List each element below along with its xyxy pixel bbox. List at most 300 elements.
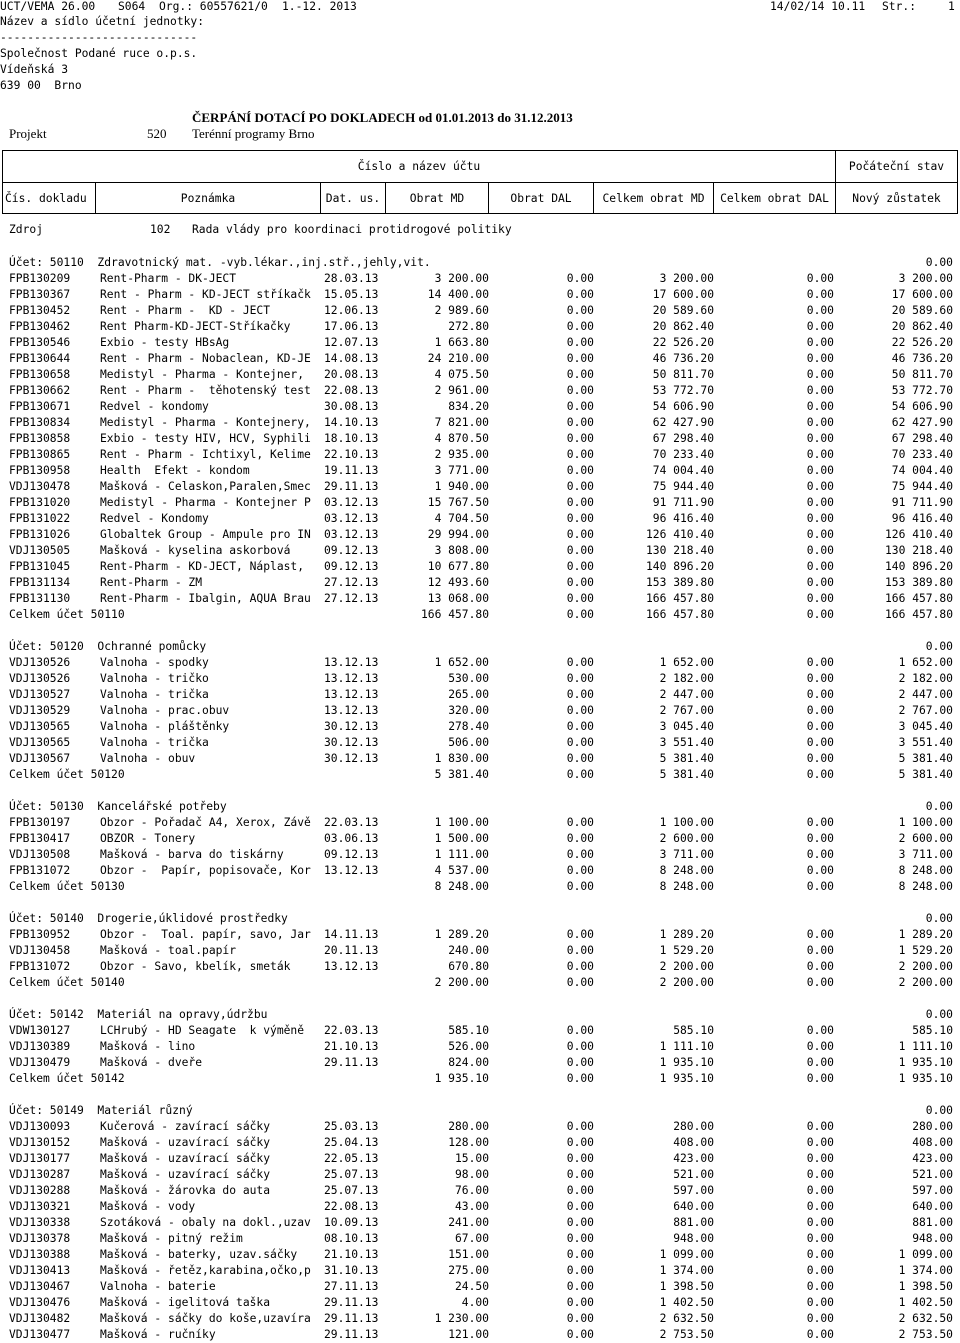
total-total-md: 166 457.80 [645,608,714,621]
total-dal: 0.00 [806,1328,834,1341]
turnover-dal: 0.00 [566,1056,594,1069]
start-balance: 0.00 [925,800,953,813]
total-md: 91 711.90 [652,496,714,509]
total-md: 408.00 [673,1136,714,1149]
note: Valnoha - trička [100,736,209,749]
new-balance: 91 711.90 [891,496,953,509]
turnover-dal: 0.00 [566,864,594,877]
turnover-md: 506.00 [448,736,489,749]
doc-number: FPB130197 [9,816,71,829]
doc-number: FPB130834 [9,416,71,429]
account-title: Účet: 50130 Kancelářské potřeby [9,800,227,813]
col-total-dal: Celkem obrat DAL [713,182,836,214]
table-row [0,719,960,734]
table-row [0,431,960,446]
turnover-md: 530.00 [448,672,489,685]
note: Exbio - testy HIV, HCV, Syphili [100,432,311,445]
turnover-dal: 0.00 [566,816,594,829]
table-row [0,671,960,686]
new-balance: 62 427.90 [891,416,953,429]
account-title: Účet: 50140 Drogerie,úklidové prostředky [9,912,288,925]
total-md: 2 447.00 [659,688,714,701]
turnover-md: 43.00 [454,1200,489,1213]
turnover-dal: 0.00 [566,432,594,445]
start-balance: 0.00 [925,912,953,925]
total-md: 20 589.60 [652,304,714,317]
doc-number: FPB130367 [9,288,71,301]
new-balance: 2 767.00 [898,704,953,717]
new-balance: 140 896.20 [884,560,953,573]
total-turnover-md: 1 935.10 [434,1072,489,1085]
note: Szotáková - obaly na dokl.,uzav [100,1216,311,1229]
turnover-dal: 0.00 [566,928,594,941]
total-dal: 0.00 [806,832,834,845]
table-row [0,1215,960,1230]
total-md: 3 200.00 [659,272,714,285]
new-balance: 22 526.20 [891,336,953,349]
total-md: 140 896.20 [645,560,714,573]
new-balance: 75 944.40 [891,480,953,493]
doc-number: FPB131130 [9,592,71,605]
total-md: 597.00 [673,1184,714,1197]
note: Mašková - baterky, uzav.sáčky [100,1248,298,1261]
turnover-dal: 0.00 [566,672,594,685]
total-dal: 0.00 [806,512,834,525]
note: LCHrubý - HD Seagate k výměně [100,1024,305,1037]
total-md: 1 652.00 [659,656,714,669]
company-street: Vídeňská 3 [0,63,69,76]
total-dal: 0.00 [806,384,834,397]
note: Valnoha - prac.obuv [100,704,230,717]
turnover-md: 14 400.00 [427,288,489,301]
turnover-dal: 0.00 [566,1136,594,1149]
turnover-dal: 0.00 [566,1024,594,1037]
turnover-dal: 0.00 [566,352,594,365]
posting-date: 22.08.13 [324,384,379,397]
note: Valnoha - tričko [100,672,209,685]
posting-date: 13.12.13 [324,656,379,669]
source-label: Zdroj [9,223,44,236]
table-row [0,271,960,286]
total-dal: 0.00 [806,1024,834,1037]
turnover-dal: 0.00 [566,848,594,861]
company-city: 639 00 Brno [0,79,82,92]
total-turnover-md: 8 248.00 [434,880,489,893]
total-dal: 0.00 [806,480,834,493]
turnover-dal: 0.00 [566,304,594,317]
account-title: Účet: 50142 Materiál na opravy,údržbu [9,1008,268,1021]
total-total-dal: 0.00 [806,768,834,781]
table-row [0,351,960,366]
turnover-dal: 0.00 [566,704,594,717]
total-dal: 0.00 [806,288,834,301]
new-balance: 70 233.40 [891,448,953,461]
total-dal: 0.00 [806,736,834,749]
table-row [0,1151,960,1166]
total-dal: 0.00 [806,672,834,685]
posting-date: 30.12.13 [324,752,379,765]
account-heading [0,911,960,926]
posting-date: 13.12.13 [324,864,379,877]
total-total-md: 1 935.10 [659,1072,714,1085]
doc-number: VDJ130565 [9,736,71,749]
note: Mašková - uzavírací sáčky [100,1152,271,1165]
doc-number: VDJ130413 [9,1264,71,1277]
turnover-dal: 0.00 [566,1312,594,1325]
turnover-dal: 0.00 [566,528,594,541]
note: Valnoha - pláštěnky [100,720,230,733]
posting-date: 25.03.13 [324,1120,379,1133]
note: Rent-Pharm - DK-JECT [100,272,237,285]
table-row [0,847,960,862]
doc-number: VDJ130476 [9,1296,71,1309]
new-balance: 3 711.00 [898,848,953,861]
posting-date: 15.05.13 [324,288,379,301]
total-dal: 0.00 [806,576,834,589]
total-turnover-md: 2 200.00 [434,976,489,989]
posting-date: 22.10.13 [324,448,379,461]
posting-date: 30.12.13 [324,736,379,749]
note: Rent Pharm-KD-JECT-Stříkačky [100,320,291,333]
table-row [0,1119,960,1134]
turnover-dal: 0.00 [566,448,594,461]
posting-date: 09.12.13 [324,544,379,557]
turnover-dal: 0.00 [566,320,594,333]
turnover-md: 275.00 [448,1264,489,1277]
note: Mašková - ručníky [100,1328,216,1341]
total-total-md: 8 248.00 [659,880,714,893]
posting-date: 03.12.13 [324,528,379,541]
turnover-md: 1 111.00 [434,848,489,861]
total-md: 67 298.40 [652,432,714,445]
account-heading [0,799,960,814]
turnover-md: 278.40 [448,720,489,733]
new-balance: 96 416.40 [891,512,953,525]
table-row [0,1231,960,1246]
doc-number: VDJ130478 [9,480,71,493]
doc-number: VDJ130565 [9,720,71,733]
posting-date: 14.10.13 [324,416,379,429]
table-row [0,1199,960,1214]
turnover-md: 1 100.00 [434,816,489,829]
table-row [0,655,960,670]
doc-number: FPB131020 [9,496,71,509]
turnover-dal: 0.00 [566,592,594,605]
total-dal: 0.00 [806,816,834,829]
col-date: Dat. us. [320,182,386,214]
turnover-md: 12 493.60 [427,576,489,589]
total-md: 20 862.40 [652,320,714,333]
turnover-dal: 0.00 [566,944,594,957]
posting-date: 29.11.13 [324,1296,379,1309]
total-dal: 0.00 [806,704,834,717]
turnover-md: 3 808.00 [434,544,489,557]
total-dal: 0.00 [806,368,834,381]
total-dal: 0.00 [806,1184,834,1197]
col-new-balance: Nový zůstatek [835,182,958,214]
turnover-md: 10 677.80 [427,560,489,573]
posting-date: 12.06.13 [324,304,379,317]
table-row [0,319,960,334]
col-turnover-md: Obrat MD [385,182,489,214]
total-md: 948.00 [673,1232,714,1245]
turnover-dal: 0.00 [566,1328,594,1341]
new-balance: 1 111.10 [898,1040,953,1053]
total-dal: 0.00 [806,944,834,957]
total-dal: 0.00 [806,688,834,701]
new-balance: 74 004.40 [891,464,953,477]
table-row [0,527,960,542]
start-balance: 0.00 [925,256,953,269]
total-md: 1 100.00 [659,816,714,829]
total-dal: 0.00 [806,272,834,285]
project-name: Terénní programy Brno [192,126,315,141]
total-dal: 0.00 [806,752,834,765]
doc-number: VDJ130389 [9,1040,71,1053]
total-dal: 0.00 [806,528,834,541]
new-balance: 948.00 [912,1232,953,1245]
table-row [0,1295,960,1310]
turnover-md: 24 210.00 [427,352,489,365]
col-turnover-dal: Obrat DAL [488,182,594,214]
total-turnover-dal: 0.00 [566,976,594,989]
doc-number: VDJ130567 [9,752,71,765]
posting-date: 29.11.13 [324,1328,379,1341]
account-title: Účet: 50149 Materiál různý [9,1104,193,1117]
total-dal: 0.00 [806,1200,834,1213]
note: Rent - Pharm - Nobaclean, KD-JE [100,352,311,365]
total-md: 2 200.00 [659,960,714,973]
note: Rent-Pharm - KD-JECT, Náplast, [100,560,305,573]
total-dal: 0.00 [806,1264,834,1277]
table-row [0,399,960,414]
note: Kučerová - zavírací sáčky [100,1120,271,1133]
table-row [0,927,960,942]
new-balance: 1 100.00 [898,816,953,829]
total-md: 46 736.20 [652,352,714,365]
table-row [0,575,960,590]
turnover-dal: 0.00 [566,560,594,573]
total-md: 74 004.40 [652,464,714,477]
total-md: 2 600.00 [659,832,714,845]
total-md: 130 218.40 [645,544,714,557]
start-balance: 0.00 [925,1008,953,1021]
turnover-md: 121.00 [448,1328,489,1341]
new-balance: 3 551.40 [898,736,953,749]
total-total-dal: 0.00 [806,1072,834,1085]
total-dal: 0.00 [806,720,834,733]
total-md: 70 233.40 [652,448,714,461]
total-md: 2 632.50 [659,1312,714,1325]
total-md: 54 606.90 [652,400,714,413]
turnover-dal: 0.00 [566,384,594,397]
turnover-dal: 0.00 [566,576,594,589]
project-label: Projekt [9,126,47,141]
source-code: 102 [150,223,171,236]
doc-number: VDJ130527 [9,688,71,701]
turnover-dal: 0.00 [566,656,594,669]
doc-number: VDJ130177 [9,1152,71,1165]
total-md: 3 045.40 [659,720,714,733]
table-row [0,1167,960,1182]
table-row [0,1263,960,1278]
account-heading [0,1007,960,1022]
note: Mašková - uzavírací sáčky [100,1136,271,1149]
turnover-md: 1 652.00 [434,656,489,669]
doc-number: FPB131045 [9,560,71,573]
account-title: Účet: 50110 Zdravotnický mat. -vyb.lékar.,inj.stř.,jehly,vit. [9,256,431,269]
table-row [0,415,960,430]
total-label: Celkem účet 50110 [9,608,125,621]
new-balance: 1 289.20 [898,928,953,941]
new-balance: 640.00 [912,1200,953,1213]
turnover-dal: 0.00 [566,272,594,285]
total-total-dal: 0.00 [806,880,834,893]
new-balance: 521.00 [912,1168,953,1181]
new-balance: 166 457.80 [884,592,953,605]
posting-date: 19.11.13 [324,464,379,477]
table-row [0,751,960,766]
posting-date: 22.08.13 [324,1200,379,1213]
table-row [0,1311,960,1326]
turnover-dal: 0.00 [566,752,594,765]
doc-number: VDW130127 [9,1024,71,1037]
turnover-md: 1 940.00 [434,480,489,493]
total-dal: 0.00 [806,336,834,349]
turnover-md: 4 704.50 [434,512,489,525]
total-turnover-dal: 0.00 [566,768,594,781]
new-balance: 67 298.40 [891,432,953,445]
turnover-dal: 0.00 [566,1248,594,1261]
note: Medistyl - Pharma - Kontejner, [100,368,305,381]
table-row [0,495,960,510]
total-dal: 0.00 [806,1152,834,1165]
table-row [0,1279,960,1294]
table-row [0,463,960,478]
turnover-md: 2 935.00 [434,448,489,461]
table-row [0,863,960,878]
report-title: ČERPÁNÍ DOTACÍ PO DOKLADECH od 01.01.2013 do 31.12.2013 [192,110,573,125]
note: Mašková - lino [100,1040,196,1053]
total-total-md: 5 381.40 [659,768,714,781]
turnover-dal: 0.00 [566,1184,594,1197]
total-dal: 0.00 [806,960,834,973]
turnover-md: 29 994.00 [427,528,489,541]
turnover-md: 76.00 [454,1184,489,1197]
posting-date: 20.11.13 [324,944,379,957]
doc-number: FPB130858 [9,432,71,445]
table-row [0,1039,960,1054]
posting-date: 25.07.13 [324,1184,379,1197]
posting-date: 10.09.13 [324,1216,379,1229]
posting-date: 18.10.13 [324,432,379,445]
posting-date: 17.06.13 [324,320,379,333]
start-state-header: Počáteční stav [835,150,958,183]
doc-number: VDJ130477 [9,1328,71,1341]
note: Mašková - toal.papír [100,944,237,957]
col-note: Poznámka [95,182,321,214]
system-name: UCT/VEMA 26.00 [0,0,96,13]
turnover-dal: 0.00 [566,400,594,413]
doc-number: FPB131072 [9,960,71,973]
new-balance: 3 200.00 [898,272,953,285]
new-balance: 597.00 [912,1184,953,1197]
note: Obzor - Papír, popisovače, Kor [100,864,311,877]
table-row [0,831,960,846]
new-balance: 1 099.00 [898,1248,953,1261]
doc-number: VDJ130321 [9,1200,71,1213]
total-dal: 0.00 [806,1280,834,1293]
turnover-md: 7 821.00 [434,416,489,429]
turnover-md: 15 767.50 [427,496,489,509]
note: Exbio - testy HBsAg [100,336,230,349]
total-md: 2 753.50 [659,1328,714,1341]
col-total-md: Celkem obrat MD [593,182,714,214]
turnover-md: 526.00 [448,1040,489,1053]
total-new-balance: 5 381.40 [898,768,953,781]
doc-number: FPB131072 [9,864,71,877]
s-code: S064 [118,0,146,13]
table-row [0,383,960,398]
turnover-md: 24.50 [454,1280,489,1293]
turnover-dal: 0.00 [566,960,594,973]
total-dal: 0.00 [806,656,834,669]
total-dal: 0.00 [806,864,834,877]
note: Mašková - dveře [100,1056,203,1069]
turnover-dal: 0.00 [566,288,594,301]
doc-number: FPB130452 [9,304,71,317]
posting-date: 09.12.13 [324,848,379,861]
posting-date: 13.12.13 [324,688,379,701]
total-dal: 0.00 [806,1120,834,1133]
account-title: Účet: 50120 Ochranné pomůcky [9,640,207,653]
new-balance: 2 447.00 [898,688,953,701]
doc-number: FPB130658 [9,368,71,381]
table-row [0,943,960,958]
total-turnover-md: 166 457.80 [420,608,489,621]
table-row [0,479,960,494]
account-total-row [0,975,960,990]
new-balance: 1 652.00 [898,656,953,669]
new-balance: 408.00 [912,1136,953,1149]
doc-number: FPB130462 [9,320,71,333]
doc-number: VDJ130479 [9,1056,71,1069]
turnover-md: 585.10 [448,1024,489,1037]
turnover-md: 13 068.00 [427,592,489,605]
total-md: 521.00 [673,1168,714,1181]
total-md: 3 711.00 [659,848,714,861]
total-md: 1 374.00 [659,1264,714,1277]
total-md: 280.00 [673,1120,714,1133]
new-balance: 2 200.00 [898,960,953,973]
new-balance: 2 600.00 [898,832,953,845]
note: Mašková - vody [100,1200,196,1213]
doc-number: FPB130865 [9,448,71,461]
note: Rent-Pharm - ZM [100,576,203,589]
posting-date: 20.08.13 [324,368,379,381]
new-balance: 1 402.50 [898,1296,953,1309]
account-total-row [0,767,960,782]
posting-date: 03.12.13 [324,496,379,509]
turnover-dal: 0.00 [566,736,594,749]
turnover-dal: 0.00 [566,368,594,381]
new-balance: 1 374.00 [898,1264,953,1277]
doc-number: VDJ130152 [9,1136,71,1149]
table-row [0,1183,960,1198]
doc-number: FPB130644 [9,352,71,365]
turnover-md: 151.00 [448,1248,489,1261]
total-new-balance: 8 248.00 [898,880,953,893]
